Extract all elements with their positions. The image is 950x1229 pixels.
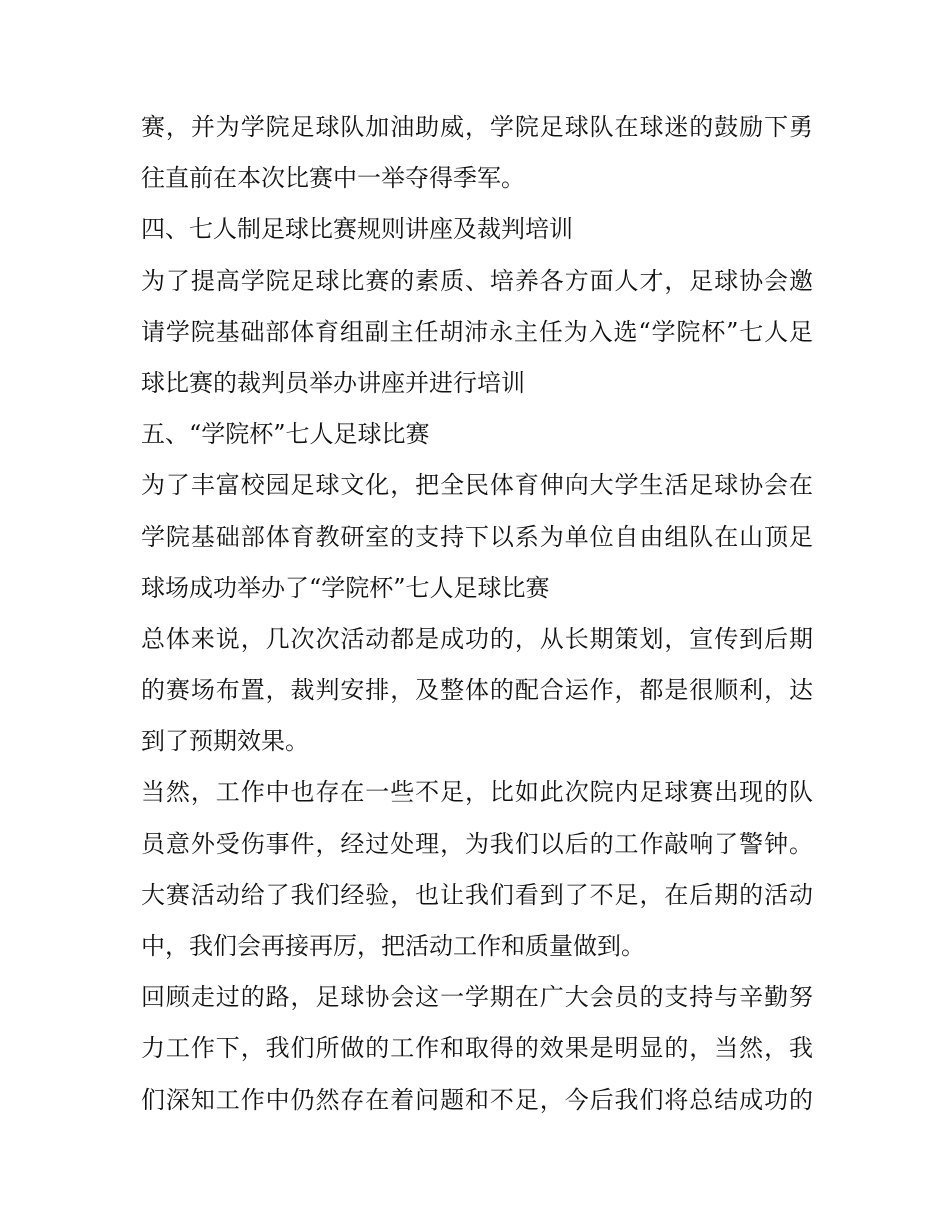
document-body bbox=[141, 102, 813, 1126]
text-line: 回顾走过的路，足球协会这一学期在广大会员的支持与辛勤努 bbox=[141, 983, 813, 1012]
text-line: 当然，工作中也存在一些不足，比如此次院内足球赛出现的队 bbox=[141, 778, 813, 807]
text-line: 球场成功举办了“学院杯”七人足球比赛 bbox=[141, 573, 550, 602]
text-line: 中，我们会再接再厉，把活动工作和质量做到。 bbox=[141, 932, 645, 960]
text-line: 总体来说，几次次活动都是成功的，从长期策划，宣传到后期 bbox=[141, 624, 813, 653]
text-line: 球比赛的裁判员举办讲座并进行培训 bbox=[141, 368, 525, 397]
text-line: 们深知工作中仍然存在着问题和不足，今后我们将总结成功的 bbox=[141, 1085, 813, 1114]
text-line: 学院基础部体育教研室的支持下以系为单位自由组队在山顶足 bbox=[141, 522, 813, 551]
text-line: 员意外受伤事件，经过处理，为我们以后的工作敲响了警钟。 bbox=[141, 829, 813, 858]
section-heading: 四、七人制足球比赛规则讲座及裁判培训 bbox=[141, 215, 573, 244]
text-line: 请学院基础部体育组副主任胡沛永主任为入选“学院杯”七人足 bbox=[141, 317, 813, 346]
section-heading: 五、“学院杯”七人足球比赛 bbox=[141, 420, 430, 449]
text-line: 力工作下，我们所做的工作和取得的效果是明显的，当然，我 bbox=[141, 1034, 813, 1063]
text-line: 到了预期效果。 bbox=[141, 727, 309, 756]
text-line: 大赛活动给了我们经验，也让我们看到了不足，在后期的活动 bbox=[141, 880, 813, 909]
text-line: 的赛场布置，裁判安排，及整体的配合运作，都是很顺利，达 bbox=[141, 676, 813, 705]
text-line: 往直前在本次比赛中一举夺得季军。 bbox=[141, 164, 525, 193]
text-line: 赛，并为学院足球队加油助威，学院足球队在球迷的鼓励下勇 bbox=[141, 113, 813, 141]
text-line: 为了提高学院足球比赛的素质、培养各方面人才，足球协会邀 bbox=[141, 266, 813, 295]
text-line: 为了丰富校园足球文化，把全民体育伸向大学生活足球协会在 bbox=[141, 471, 813, 500]
